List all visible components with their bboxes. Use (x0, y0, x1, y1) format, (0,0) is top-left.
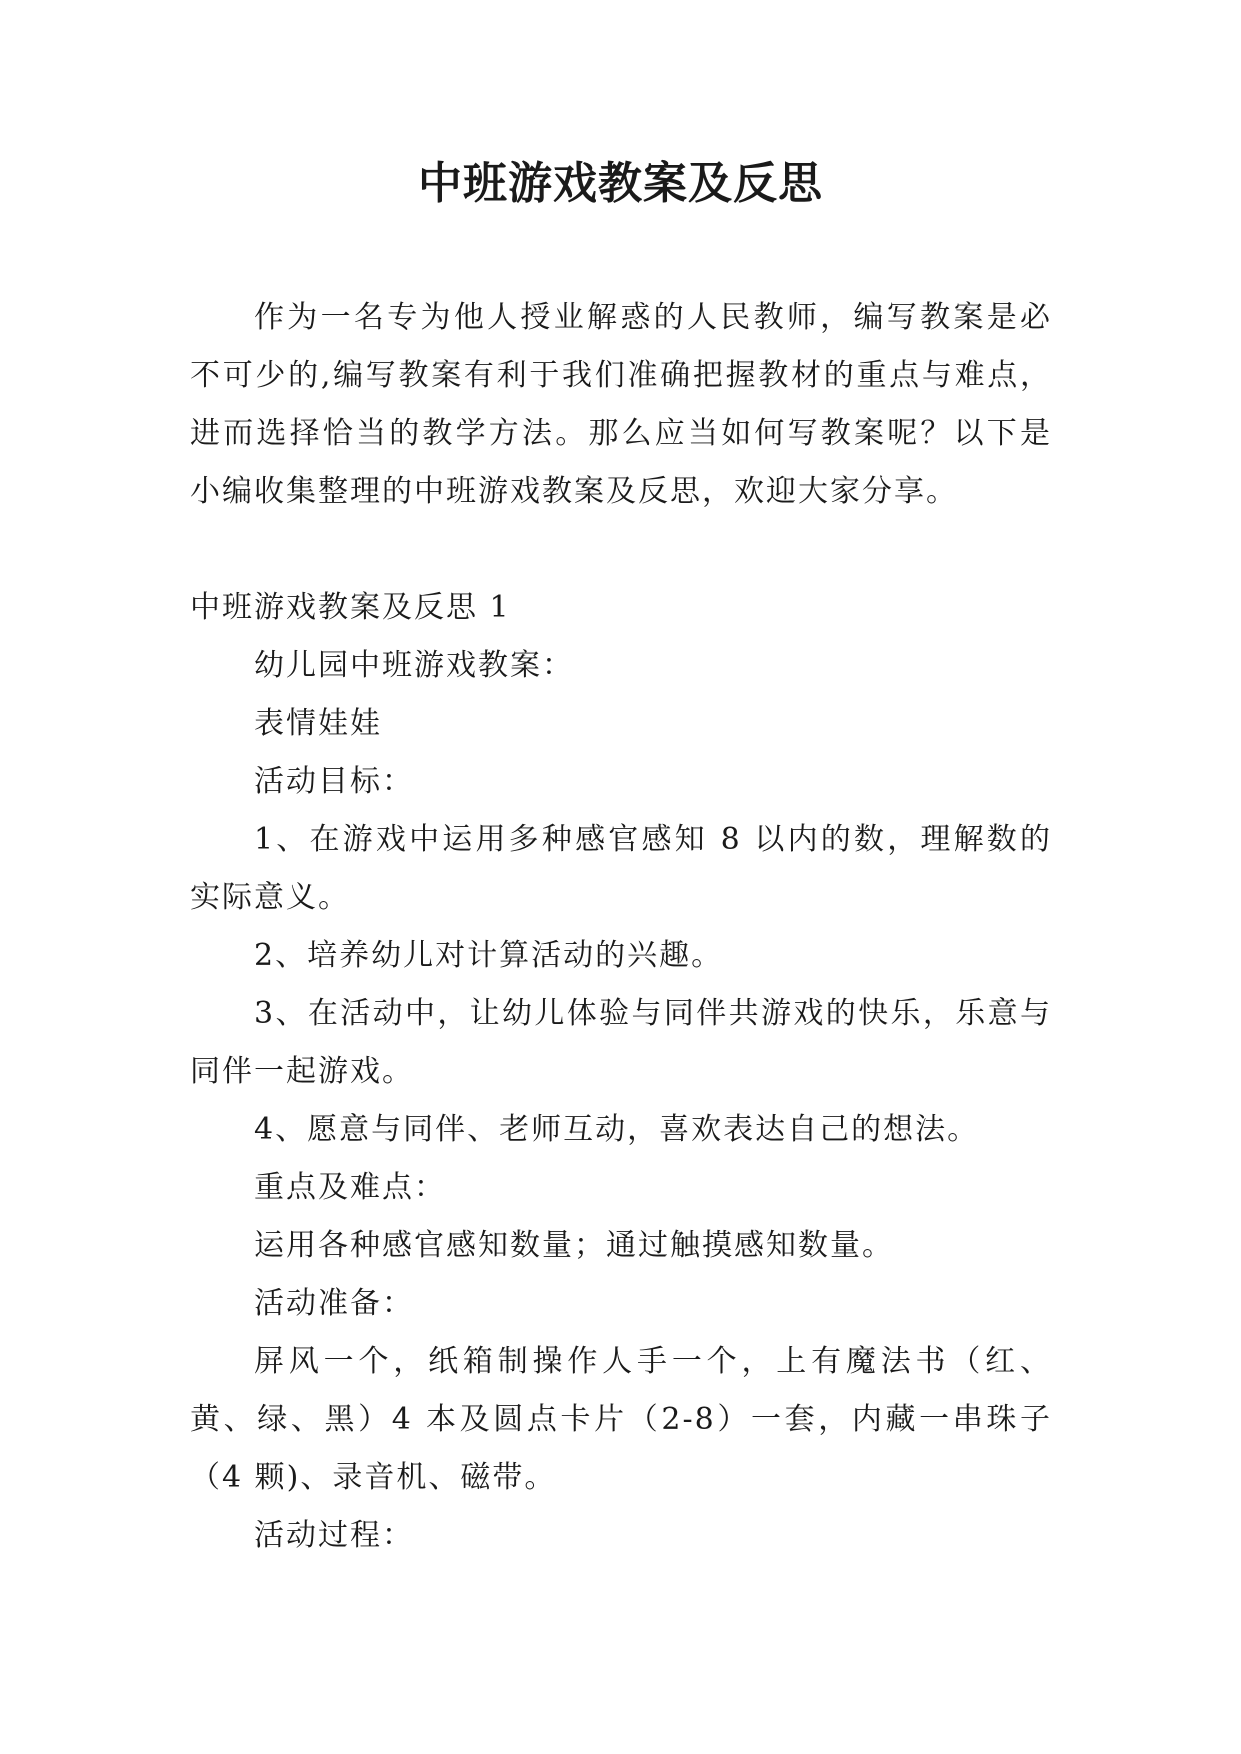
paragraph-lesson-type: 幼儿园中班游戏教案： (254, 648, 574, 683)
intro-paragraph: 作为一名专为他人授业解惑的人民教师，编写教案是必不可少的,编写教案有利于我们准确把握教材的重点与难点，进而选择恰当的教学方法。那么应当如何写教案呢？以下是小编收集整理的中班游戏教案及反思，欢迎大家分享。 (190, 300, 1052, 509)
document-body (190, 289, 1052, 1565)
paragraph-goal-4: 4、愿意与同伴、老师互动，喜欢表达自己的想法。 (254, 1112, 980, 1147)
document-title: 中班游戏教案及反思 (418, 158, 823, 209)
paragraph-goal-2: 2、培养幼儿对计算活动的兴趣。 (254, 938, 724, 973)
section-heading: 中班游戏教案及反思 1 (190, 590, 511, 625)
paragraph-key-points-heading: 重点及难点： (254, 1170, 446, 1205)
paragraph-key-points: 运用各种感官感知数量；通过触摸感知数量。 (254, 1228, 894, 1263)
paragraph-lesson-name: 表情娃娃 (254, 706, 382, 741)
paragraph-process-heading: 活动过程： (254, 1518, 414, 1553)
paragraph-goals-heading: 活动目标： (254, 764, 414, 799)
paragraph-goal-1: 1、在游戏中运用多种感官感知 8 以内的数，理解数的实际意义。 (190, 822, 1052, 915)
paragraph-goal-3: 3、在活动中，让幼儿体验与同伴共游戏的快乐，乐意与同伴一起游戏。 (190, 996, 1052, 1089)
paragraph-preparation: 屏风一个，纸箱制操作人手一个，上有魔法书（红、黄、绿、黑）4 本及圆点卡片（2-8）一套，内藏一串珠子（4 颗)、录音机、磁带。 (190, 1344, 1052, 1495)
paragraph-preparation-heading: 活动准备： (254, 1286, 414, 1321)
